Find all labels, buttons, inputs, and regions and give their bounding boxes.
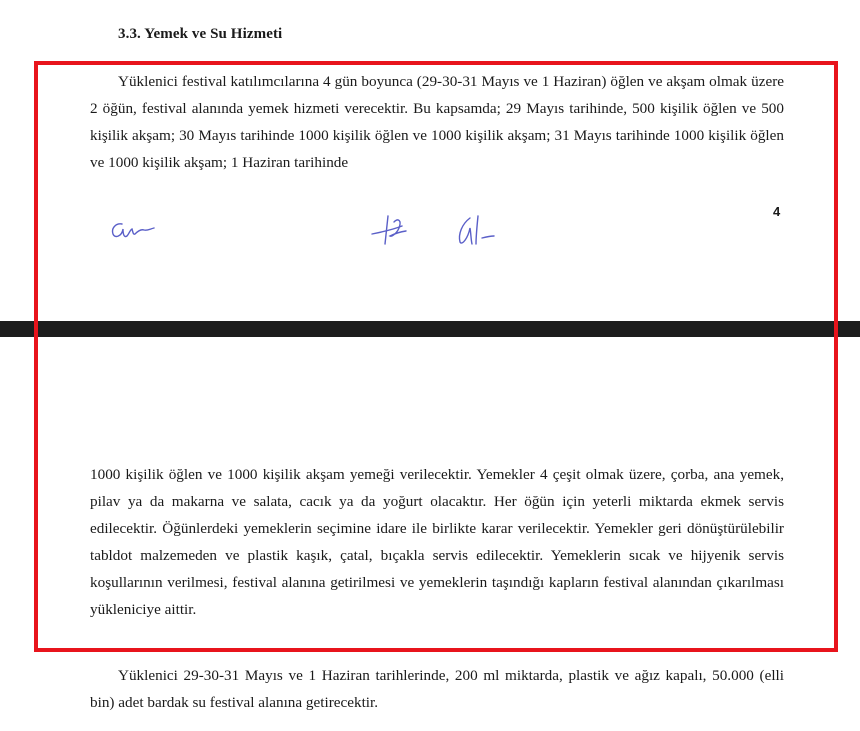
section-heading: 3.3. Yemek ve Su Hizmeti <box>118 26 283 42</box>
paragraph-meal-details: 1000 kişilik öğlen ve 1000 kişilik akşam yemeği verilecektir. Yemekler 4 çeşit olmak üzere, çorba, ana yemek, pilav ya da makarna ve salata, cacık ya da yoğurt olacaktır. Her öğün için yeterli miktarda ekmek servis edilecektir. Öğünlerdeki yemeklerin seçimine idare ile birlikte karar verilecektir. Yemekler geri dönüştürülebilir tabldot malzemeden ve plastik kaşık, çatal, bıçakla servis edilecektir. Yemeklerin sıcak ve hijyenik servis koşullarının verilmesi, festival alanına getirilmesi ve yemeklerin taşındığı kapların festival alanından çıkarılması yükleniciye aittir. <box>90 466 784 618</box>
highlight-box <box>34 61 838 652</box>
page-number: 4 <box>773 204 781 219</box>
paragraph-water-service: Yüklenici 29-30-31 Mayıs ve 1 Haziran tarihlerinde, 200 ml miktarda, plastik ve ağız kapalı, 50.000 (elli bin) adet bardak su festival alanına getirecektir. <box>90 667 784 711</box>
paragraph-meal-schedule: Yüklenici festival katılımcılarına 4 gün boyunca (29-30-31 Mayıs ve 1 Haziran) öğlen ve akşam olmak üzere 2 öğün, festival alanında yemek hizmeti verecektir. Bu kapsamda; 29 Mayıs tarihinde, 500 kişilik öğlen ve 500 kişilik akşam; 30 Mayıs tarihinde 1000 kişilik öğlen ve 1000 kişilik akşam; 31 Mayıs tarihinde 1000 kişilik öğlen ve 1000 kişilik akşam; 1 Haziran tarihinde <box>90 73 784 171</box>
